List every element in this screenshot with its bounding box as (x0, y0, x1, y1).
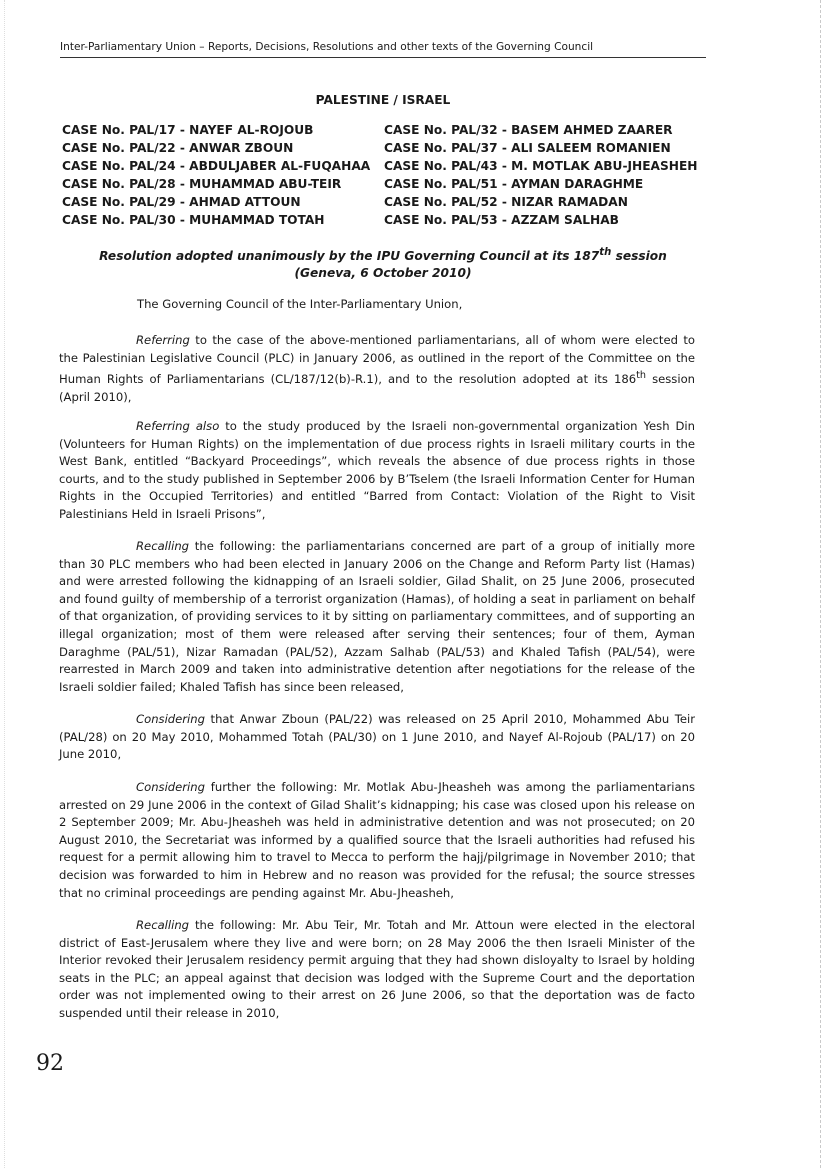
resolution-text: session (611, 249, 667, 264)
case-item: CASE No. PAL/22 - ANWAR ZBOUN (62, 141, 294, 155)
paragraph-recalling (59, 538, 695, 696)
case-item: CASE No. PAL/30 - MUHAMMAD TOTAH (62, 213, 325, 227)
resolution-text: Resolution adopted unanimously by the IPU Governing Council at its 187 (99, 249, 600, 264)
paragraph-text: to the case of the above-mentioned parliamentarians, all of whom were elected to the Palestinian Legislative Council (PLC) in January 2006, as outlined in the report of the Committee on the Human Rights of Parliamentarians (CL/187/12(b)-R.1), and to the resolution adopted at its 186 (59, 333, 695, 387)
document-title: PALESTINE / ISRAEL (315, 93, 451, 107)
paragraph-text: to the study produced by the Israeli non-governmental organization Yesh Din (Volunteers for Human Rights) on the implementation of due process rights in Israeli military courts in the West Bank, entitled “Backyard Proceedings”, which reveals the absence of due process rights in those courts, and to the study published in September 2006 by B’Tselem (the Israeli Information Center for Human Rights in the Occupied Territories) and entitled “Barred from Contact: Violation of the Right to Visit Palestinians Held in Israeli Prisons”, (59, 419, 696, 521)
paragraph-considering-further (59, 779, 695, 902)
case-item: CASE No. PAL/17 - NAYEF AL-ROJOUB (62, 123, 314, 137)
paragraph-lead: Referring (136, 333, 190, 347)
paragraph-text: the following: Mr. Abu Teir, Mr. Totah and Mr. Attoun were elected in the electoral district of East-Jerusalem where they live and were born; on 28 May 2006 the then Israeli Minister of the Interior revoked their Jerusalem residency permit arguing that they had shown disloyalty to Israel by holding seats in the PLC; an appeal against that decision was lodged with the Supreme Court and the deportation order was not implemented owing to their arrest on 26 June 2006, so that the deportation was de facto suspended until their release in 2010, (59, 918, 695, 1020)
paragraph-lead: Recalling (136, 918, 190, 932)
resolution-line-2: (Geneva, 6 October 2010) (294, 266, 472, 281)
case-item: CASE No. PAL/24 - ABDULJABER AL-FUQAHAA (62, 159, 371, 173)
paragraph-text: further the following: Mr. Motlak Abu-Jheasheh was among the parliamentarians arrested on 29 June 2006 in the context of Gilad Shalit’s kidnapping; his case was closed upon his release on 2 September 2009; Mr. Abu-Jheasheh was held in administrative detention and was not prosecuted; on 20 August 2010, the Secretariat was informed by a qualified source that the Israeli authorities had refused his request for a permit allowing him to travel to Mecca to perform the hajj/pilgrimage in November 2010; that decision was forwarded to him in Hebrew and no reason was provided for the refusal; the source stresses that no criminal proceedings are pending against Mr. Abu-Jheasheh, (59, 780, 695, 900)
paragraph-lead: Considering (136, 712, 205, 726)
case-item: CASE No. PAL/29 - AHMAD ATTOUN (62, 195, 301, 209)
case-item: CASE No. PAL/43 - M. MOTLAK ABU-JHEASHEH (384, 159, 698, 173)
ordinal-suffix: th (636, 370, 647, 382)
paragraph-text: that Anwar Zboun (PAL/22) was released on 25 April 2010, Mohammed Abu Teir (PAL/28) on 20 May 2010, Mohammed Totah (PAL/30) on 1 June 2010, and Nayef Al-Rojoub (PAL/17) on 20 June 2010, (59, 712, 695, 762)
scan-edge-right (819, 0, 821, 1168)
paragraph-recalling-jerusalem (59, 917, 695, 1023)
paragraph-lead: Considering (136, 780, 205, 794)
paragraph-lead: Referring also (136, 419, 220, 433)
page-number: 92 (36, 1051, 64, 1076)
case-item: CASE No. PAL/28 - MUHAMMAD ABU-TEIR (62, 177, 342, 191)
case-item: CASE No. PAL/52 - NIZAR RAMADAN (384, 195, 628, 209)
case-list-right (384, 121, 698, 229)
paragraph-considering (59, 711, 695, 764)
ordinal-suffix: th (599, 247, 612, 258)
case-list-left (62, 121, 370, 229)
running-header: Inter-Parliamentary Union – Reports, Decisions, Resolutions and other texts of the Governing Council (60, 40, 706, 58)
paragraph-text: session (April 2010), (59, 372, 696, 404)
resolution-heading (60, 244, 706, 282)
intro-paragraph: The Governing Council of the Inter-Parliamentary Union, (137, 297, 463, 311)
case-item: CASE No. PAL/51 - AYMAN DARAGHME (384, 177, 644, 191)
case-item: CASE No. PAL/37 - ALI SALEEM ROMANIEN (384, 141, 671, 155)
paragraph-referring (59, 332, 695, 406)
resolution-line-1 (60, 244, 706, 265)
case-item: CASE No. PAL/32 - BASEM AHMED ZAARER (384, 123, 673, 137)
scan-edge-left (4, 0, 6, 1168)
paragraph-text: the following: the parliamentarians concerned are part of a group of initially more than 30 PLC members who had been elected in January 2006 on the Change and Reform Party list (Hamas) and were arrested following the kidnapping of an Israeli soldier, Gilad Shalit, on 25 June 2006, prosecuted and found guilty of membership of a terrorist organization (Hamas), of holding a seat in parliament on behalf of that organization, of providing services to it by sitting on parliamentary committees, and of supporting an illegal organization; most of them were released after serving their sentences; four of them, Ayman Daraghme (PAL/51), Nizar Ramadan (PAL/52), Azzam Salhab (PAL/53) and Khaled Tafish (PAL/54), were rearrested in March 2009 and taken into administrative detention after negotiations for the release of the Israeli soldier failed; Khaled Tafish has since been released, (59, 539, 695, 694)
paragraph-lead: Recalling (136, 539, 190, 553)
paragraph-referring-also (59, 418, 695, 524)
case-item: CASE No. PAL/53 - AZZAM SALHAB (384, 213, 619, 227)
